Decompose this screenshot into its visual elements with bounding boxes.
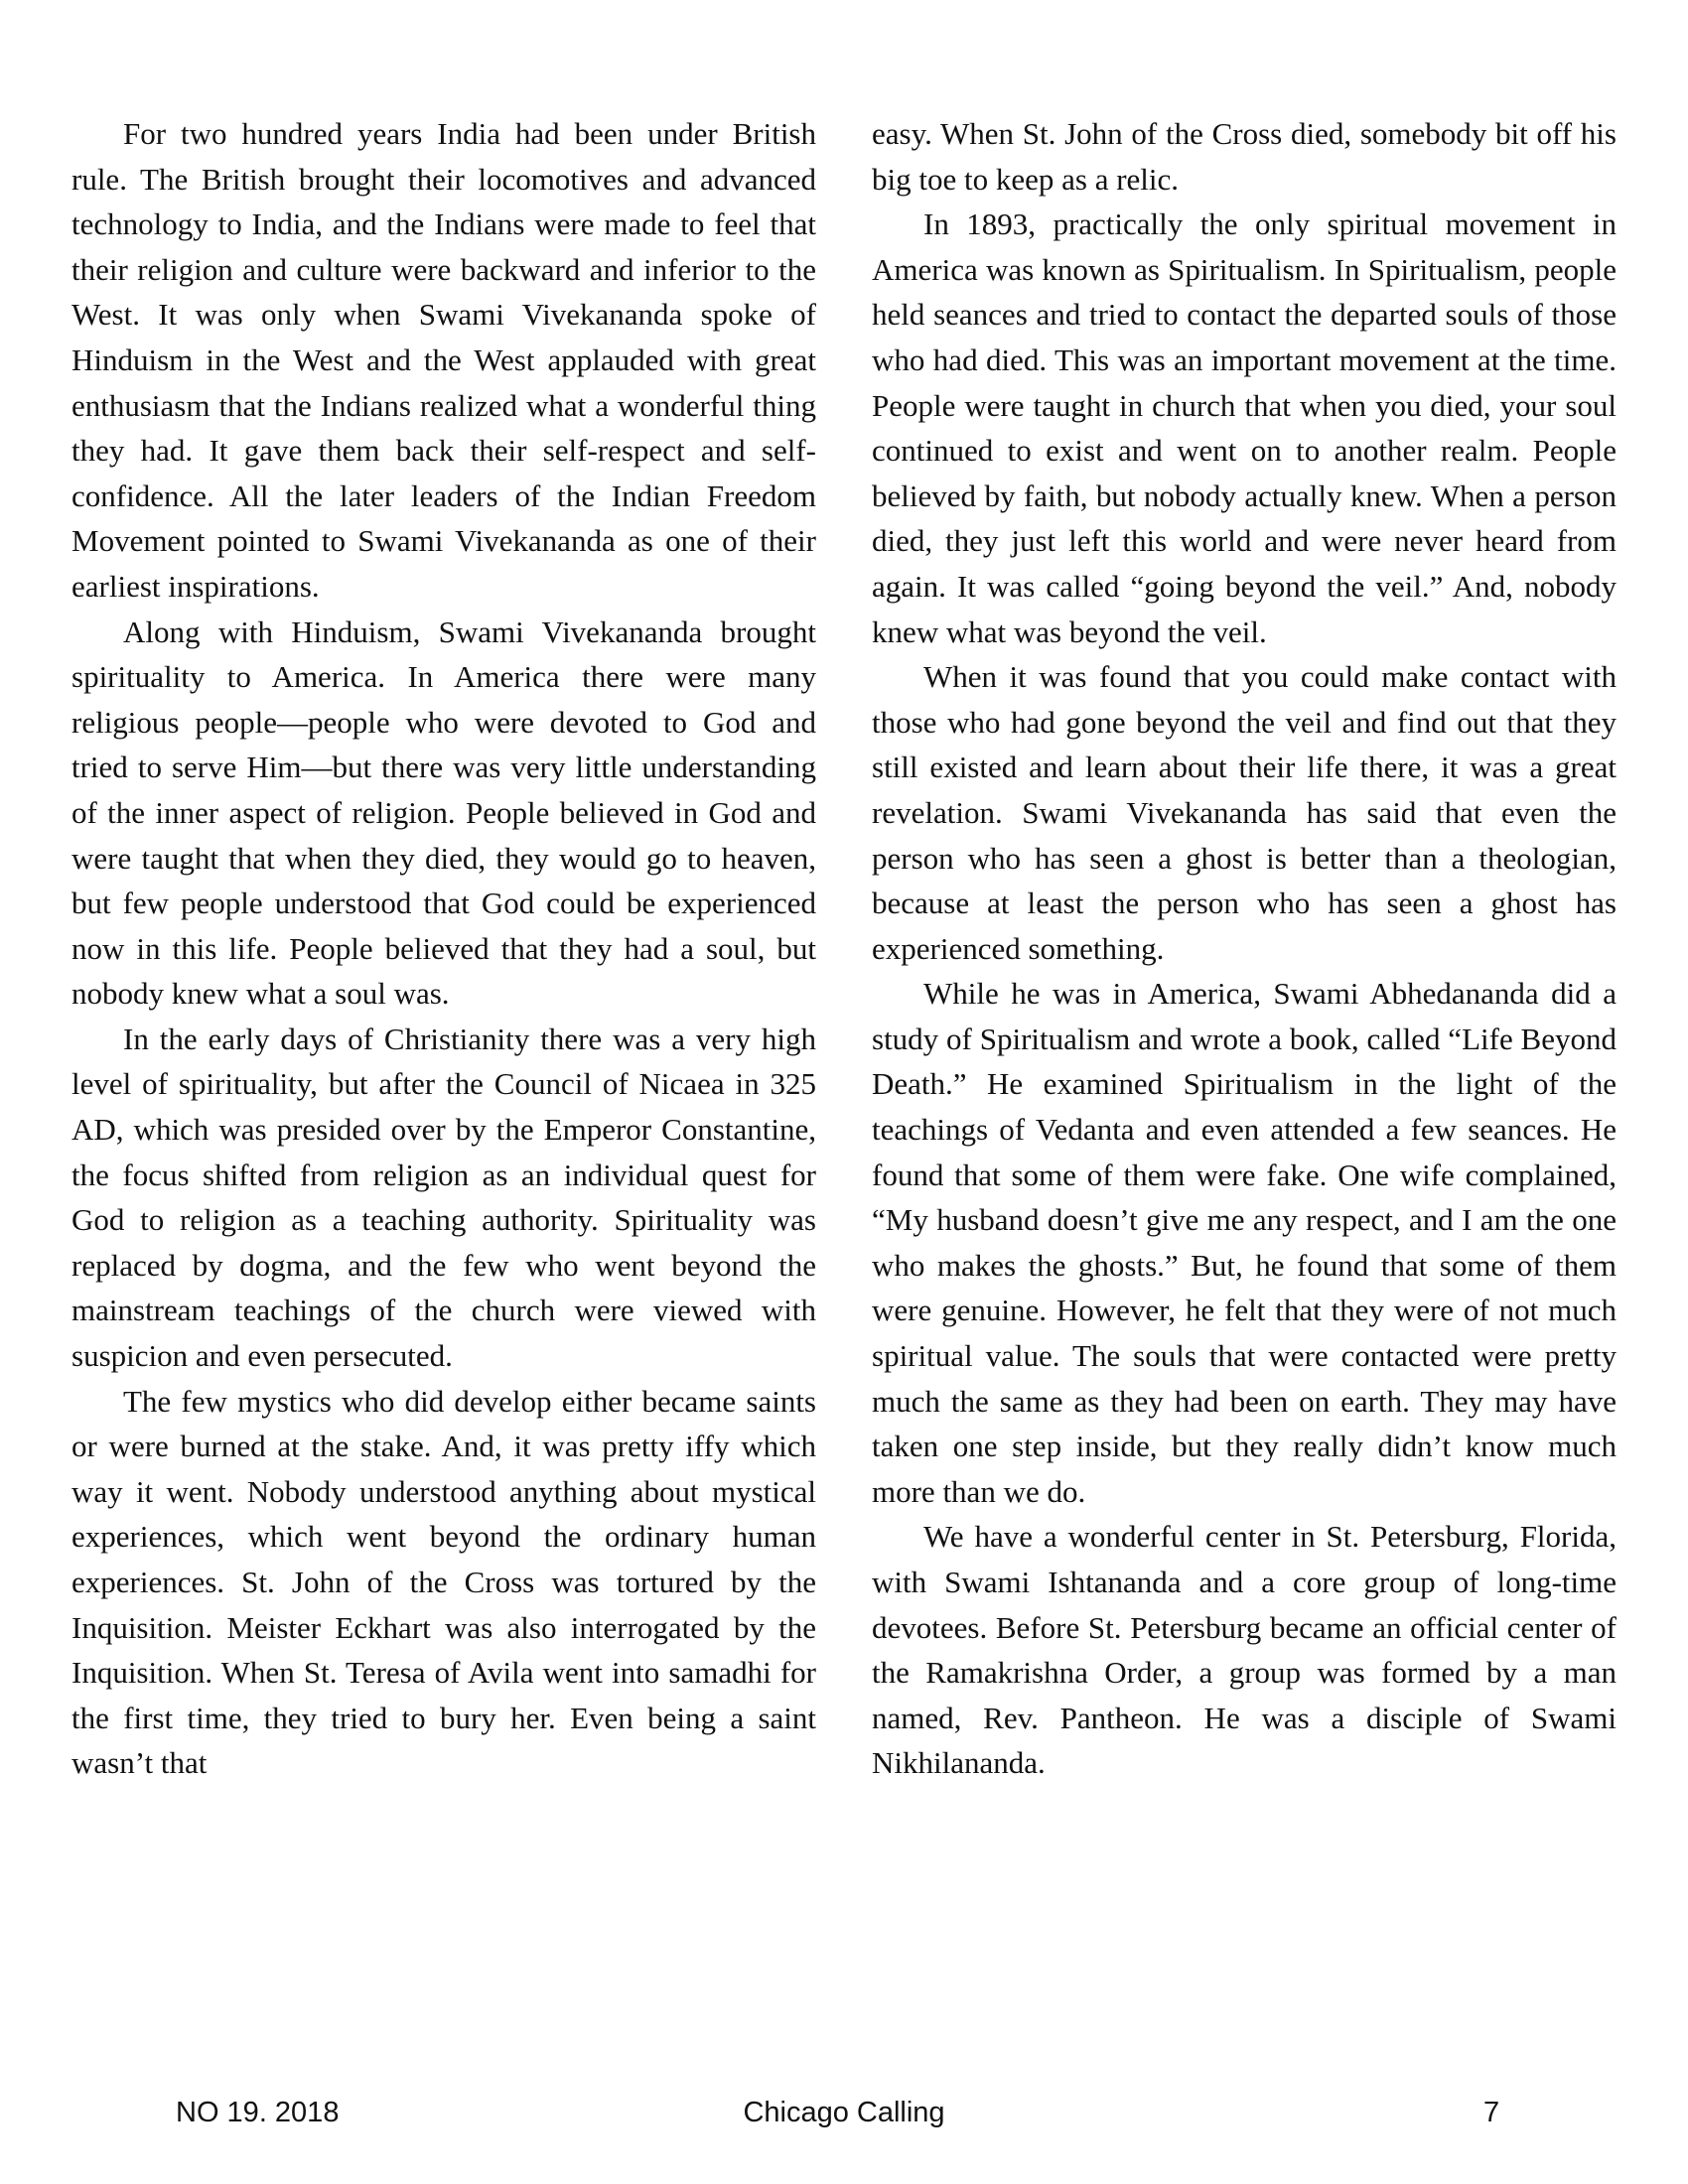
right-column [872, 111, 1617, 2057]
footer-publication-title: Chicago Calling [743, 2097, 945, 2128]
paragraph-beyond-the-veil: When it was found that you could make contact with those who had gone beyond the veil and find out that they still existed and learn about their life there, it was a great revelation. Swami Vivekananda has said that even the person who has seen a ghost is better than a theologian, because at least the person who has seen a ghost has experienced something. [872, 659, 1617, 966]
text-columns [71, 111, 1617, 2057]
paragraph-early-christianity: In the early days of Christianity there was a very high level of spirituality, but after the Council of Nicaea in 325 AD, which was presided over by the Emperor Constantine, the focus shifted from religion as an individual quest for God to religion as a teaching authority. Spirituality was replaced by dogma, and the few who went beyond the mainstream teachings of the church were viewed with suspicion and even persecuted. [71, 1021, 816, 1374]
paragraph-continued-saint: easy. When St. John of the Cross died, somebody bit off his big toe to keep as a relic. [872, 116, 1617, 197]
left-column [71, 111, 816, 2057]
paragraph-spirituality-america: Along with Hinduism, Swami Vivekananda brought spirituality to America. In America there were many religious people—people who were devoted to God and tried to serve Him—but there was very little understanding of the inner aspect of religion. People believed in God and were taught that when they died, they would go to heaven, but few people understood that God could be experienced now in this life. People believed that they had a soul, but nobody knew what a soul was. [71, 614, 816, 1012]
page-footer [0, 2097, 1688, 2136]
paragraph-st-petersburg: We have a wonderful center in St. Petersburg, Florida, with Swami Ishtananda and a core group of long-time devotees. Before St. Petersburg became an official center of the Ramakrishna Order, a group was formed by a man named, Rev. Pantheon. He was a disciple of Swami Nikhilananda. [872, 1519, 1617, 1781]
paragraph-spiritualism-1893: In 1893, practically the only spiritual movement in America was known as Spiritualism. In Spiritualism, people held seances and tried to contact the departed souls of those who had died. This was an important movement at the time. People were taught in church that when you died, your soul continued to exist and went on to another realm. People believed by faith, but nobody actually knew. When a person died, they just left this world and were never heard from again. It was called “going beyond the veil.” And, nobody knew what was beyond the veil. [872, 206, 1617, 649]
paragraph-mystics: The few mystics who did develop either became saints or were burned at the stake. And, it was pretty iffy which way it went. Nobody understood anything about mystical experiences, which went beyond the ordinary human experiences. St. John of the Cross was tortured by the Inquisition. Meister Eckhart was also interrogated by the Inquisition. When St. Teresa of Avila went into samadhi for the first time, they tried to bury her. Even being a saint wasn’t that [71, 1383, 816, 1781]
paragraph-abhedananda-study: While he was in America, Swami Abhedananda did a study of Spiritualism and wrote a book, called “Life Beyond Death.” He examined Spiritualism in the light of the teachings of Vedanta and even attended a few seances. He found that some of them were fake. One wife complained, “My husband doesn’t give me any respect, and I am the one who makes the ghosts.” But, he found that some of them were genuine. However, he felt that they were of not much spiritual value. The souls that were contacted were pretty much the same as they had been on earth. They may have taken one step inside, but they really didn’t know much more than we do. [872, 976, 1617, 1509]
paragraph-india-british-rule: For two hundred years India had been under British rule. The British brought their locomotives and advanced technology to India, and the Indians were made to feel that their religion and culture were backward and inferior to the West. It was only when Swami Vivekananda spoke of Hinduism in the West and the West applauded with great enthusiasm that the Indians realized what a wonderful thing they had. It gave them back their self-respect and self-confidence. All the later leaders of the Indian Freedom Movement pointed to Swami Vivekananda as one of their earliest inspirations. [71, 116, 816, 604]
footer-issue: NO 19. 2018 [176, 2097, 340, 2128]
footer-page-number: 7 [1483, 2097, 1500, 2128]
